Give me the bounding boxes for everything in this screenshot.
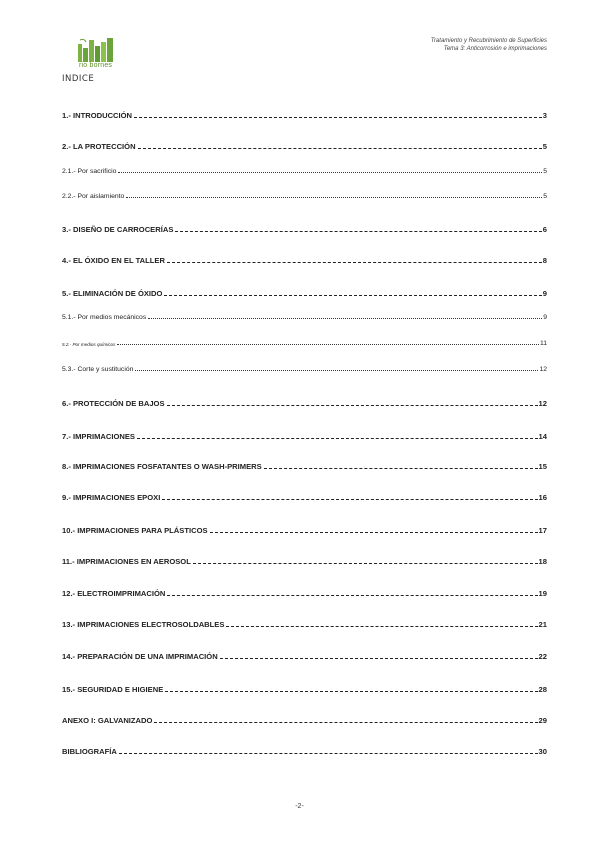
toc-entry[interactable] [62,225,547,234]
toc-leader [117,344,539,345]
toc-entry[interactable] [62,193,547,200]
toc-entry[interactable] [62,685,547,694]
toc-entry-page: 21 [538,620,547,629]
toc-leader [138,148,542,149]
toc-entry-page: 19 [538,589,547,598]
toc-entry-label: 7.- IMPRIMACIONES [62,432,135,441]
toc-entry-page: 9 [542,289,547,298]
toc-entry[interactable] [62,493,547,502]
toc-entry-page: 28 [538,685,547,694]
toc-entry-label: ANEXO I: GALVANIZADO [62,716,153,725]
toc-entry[interactable] [62,716,547,725]
toc-entry-page: 12 [539,366,547,373]
toc-entry-page: 29 [538,716,547,725]
logo-text: rio bornes [79,62,113,69]
toc-entry-label: 4.- EL ÓXIDO EN EL TALLER [62,256,165,265]
toc-entry[interactable] [62,256,547,265]
toc-entry-page: 11 [539,340,547,347]
toc-leader [162,499,537,500]
toc-leader [135,370,538,371]
toc-leader [175,231,541,232]
toc-entry-label: 1.- INTRODUCCIÓN [62,111,133,120]
toc-entry[interactable] [62,366,547,373]
toc-entry[interactable] [62,462,547,471]
footer-page-number: -2- [295,803,304,810]
index-title: INDICE [62,74,95,84]
toc-entry[interactable] [62,747,547,756]
toc-leader [137,438,538,439]
toc-leader [154,722,537,723]
toc-entry-page: 8 [542,256,547,265]
toc-entry-label: 11.- IMPRIMACIONES EN AEROSOL [62,557,191,566]
toc-entry-page: 9 [543,314,547,321]
toc-entry[interactable] [62,432,547,441]
toc-entry-page: 6 [542,225,547,234]
toc-leader [167,262,542,263]
toc-leader [148,318,542,319]
toc-entry-label: BIBLIOGRAFÍA [62,747,117,756]
toc-entry[interactable] [62,526,547,535]
toc-entry-page: 17 [538,526,547,535]
toc-leader [210,532,538,533]
toc-leader [119,753,538,754]
toc-entry[interactable] [62,314,547,321]
toc-entry-page: 5 [543,168,547,175]
toc-entry-page: 15 [538,462,547,471]
toc-entry-label: 9.- IMPRIMACIONES EPOXI [62,493,161,502]
toc-entry-label: 3.- DISEÑO DE CARROCERÍAS [62,225,174,234]
toc-entry[interactable] [62,111,547,120]
toc-entry-label: 14.- PREPARACIÓN DE UNA IMPRIMACIÓN [62,652,218,661]
toc-entry-label: 2.2.- Por aislamiento [62,193,125,200]
toc-entry[interactable] [62,620,547,629]
toc-entry-page: 5 [542,142,547,151]
toc-entry-label: 5.3.- Corte y sustitución [62,366,134,373]
toc-entry-label: 8.- IMPRIMACIONES FOSFATANTES O WASH-PRIMERS [62,462,262,471]
toc-entry-page: 16 [538,493,547,502]
toc-entry[interactable] [62,340,547,347]
header-title: Tratamiento y Recubrimiento de Superficies [430,38,547,44]
toc-leader [167,595,537,596]
toc-entry-label: 5.1.- Por medios mecánicos [62,314,147,321]
toc-entry[interactable] [62,557,547,566]
toc-entry-page: 3 [542,111,547,120]
toc-entry-label: 2.- LA PROTECCIÓN [62,142,136,151]
toc-entry-label: 5.2.- Por medios químicos [62,342,116,347]
toc-leader [226,626,537,627]
toc-leader [264,468,538,469]
toc-entry-page: 30 [538,747,547,756]
toc-entry[interactable] [62,589,547,598]
toc-entry-label: 10.- IMPRIMACIONES PARA PLÁSTICOS [62,526,208,535]
toc-entry[interactable] [62,168,547,175]
toc-entry[interactable] [62,652,547,661]
toc-leader [220,658,538,659]
toc-entry-label: 13.- IMPRIMACIONES ELECTROSOLDABLES [62,620,225,629]
toc-entry[interactable] [62,142,547,151]
toc-entry-page: 18 [538,557,547,566]
toc-entry[interactable] [62,289,547,298]
toc-entry-label: 5.- ELIMINACIÓN DE ÓXIDO [62,289,163,298]
header-subtitle: Tema 3: Anticorrosión e imprimaciones [443,46,547,52]
toc-leader [164,295,541,296]
toc-entry-page: 14 [538,432,547,441]
toc-leader [165,691,537,692]
toc-entry-label: 12.- ELECTROIMPRIMACIÓN [62,589,166,598]
toc-leader [126,197,542,198]
toc-leader [118,172,542,173]
toc-entry-label: 15.- SEGURIDAD E HIGIENE [62,685,164,694]
toc-leader [193,563,538,564]
toc-entry[interactable] [62,399,547,408]
toc-leader [167,405,538,406]
document-header [431,37,547,53]
toc-entry-page: 5 [543,193,547,200]
toc-leader [134,117,542,118]
toc-entry-label: 6.- PROTECCIÓN DE BAJOS [62,399,165,408]
toc-entry-page: 12 [538,399,547,408]
toc-entry-page: 22 [538,652,547,661]
toc-entry-label: 2.1.- Por sacrificio [62,168,117,175]
